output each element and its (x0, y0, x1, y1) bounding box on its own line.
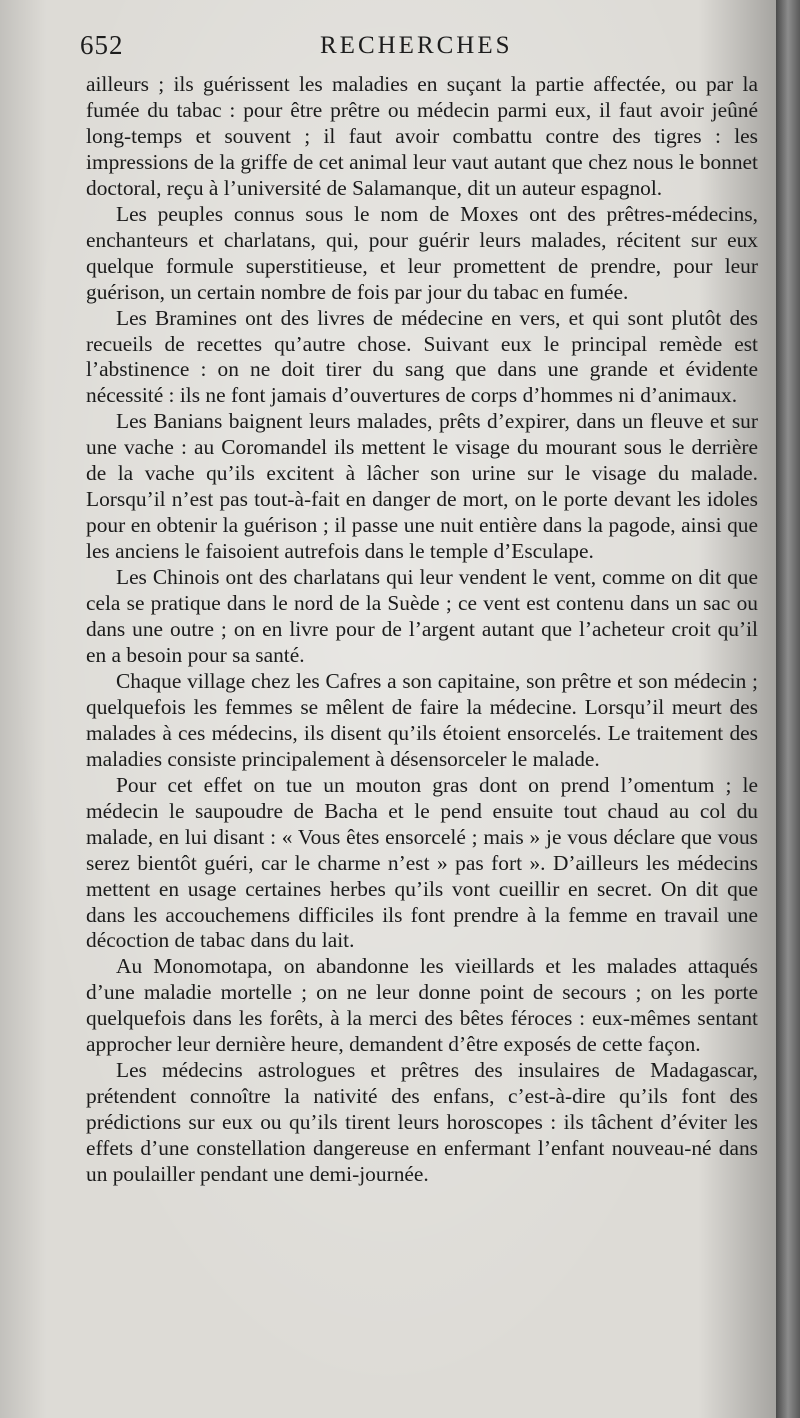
body-text (86, 72, 758, 1188)
running-head (80, 30, 770, 66)
running-title: RECHERCHES (320, 32, 513, 59)
paragraph-cafres: Chaque village chez les Cafres a son capitaine, son prêtre et son médecin ; quelquefois les femmes se mêlent de faire la médecine. Lorsqu’il meurt des malades à ces médecins, ils disent qu’ils étoient ensorcelés. Le traitement des maladies consiste principalement à désensorceler le malade. (86, 668, 758, 771)
paragraph-moxes: Les peuples connus sous le nom de Moxes ont des prêtres-médecins, enchanteurs et charlatans, qui, pour guérir leurs malades, récitent sur eux quelque formule superstitieuse, et leur promettent de prendre, pour leur guérison, un certain nombre de fois par jour du tabac en fumée. (86, 201, 758, 304)
paragraph-madagascar: Les médecins astrologues et prêtres des insulaires de Madagascar, prétendent connoître la nativité des enfans, c’est-à-dire qu’ils font des prédictions sur eux ou qu’ils tirent leurs horoscopes : ils tâchent d’éviter les effets d’une constellation dangereuse en enfermant l’enfant nouveau-né dans un poulailler pendant une demi-journée. (86, 1058, 758, 1187)
paragraph-mouton: Pour cet effet on tue un mouton gras dont on prend l’omentum ; le médecin le saupoudre de Bacha et le pend ensuite tout chaud au col du malade, en lui disant : « Vous êtes ensorcelé ; mais » je vous déclare que vous serez bientôt guéri, car le charme n’est » pas fort ». D’ailleurs les médecins mettent en usage certaines herbes qu’ils vont cueillir en secret. On dit que dans les accouchemens difficiles ils font prendre à la femme en travail une décoction de tabac dans du lait. (86, 772, 758, 953)
paragraph-bramines: Les Bramines ont des livres de médecine en vers, et qui sont plutôt des recueils de recettes qu’autre chose. Suivant eux le principal remède est l’abstinence : on ne doit tirer du sang que dans une grande et évidente nécessité : ils ne font jamais d’ouvertures de corps d’hommes ni d’animaux. (86, 305, 758, 408)
page-number: 652 (80, 30, 124, 60)
paragraph-chinois: Les Chinois ont des charlatans qui leur vendent le vent, comme on dit que cela se pratique dans le nord de la Suède ; ce vent est contenu dans un sac ou dans une outre ; on en livre pour de l’argent autant que l’acheteur croit qu’il en a besoin pour sa santé. (86, 565, 758, 667)
page-edge (776, 0, 800, 1418)
paragraph-continuation: ailleurs ; ils guérissent les maladies en suçant la partie affectée, ou par la fumée du tabac : pour être prêtre ou médecin parmi eux, il faut avoir jeûné long-temps et souvent ; il faut avoir combattu contre des tigres : les impressions de la griffe de cet animal leur vaut autant que chez nous le bonnet doctoral, reçu à l’université de Salamanque, dit un auteur espagnol. (86, 72, 758, 200)
paragraph-monomotapa: Au Monomotapa, on abandonne les vieillards et les malades attaqués d’une maladie mortelle ; on ne leur donne point de secours ; on les porte quelquefois dans les forêts, à la merci des bêtes féroces : eux-mêmes sentant approcher leur dernière heure, demandent d’être exposés de cette façon. (86, 954, 758, 1057)
paragraph-banians: Les Banians baignent leurs malades, prêts d’expirer, dans un fleuve et sur une vache : au Coromandel ils mettent le visage du mourant sous le derrière de la vache qu’ils excitent à lâcher son urine sur le visage du malade. Lorsqu’il n’est pas tout-à-fait en danger de mort, on le porte devant les idoles pour en obtenir la guérison ; il passe une nuit entière dans la pagode, ainsi que les anciens le faisoient autrefois dans le temple d’Esculape. (86, 409, 758, 564)
